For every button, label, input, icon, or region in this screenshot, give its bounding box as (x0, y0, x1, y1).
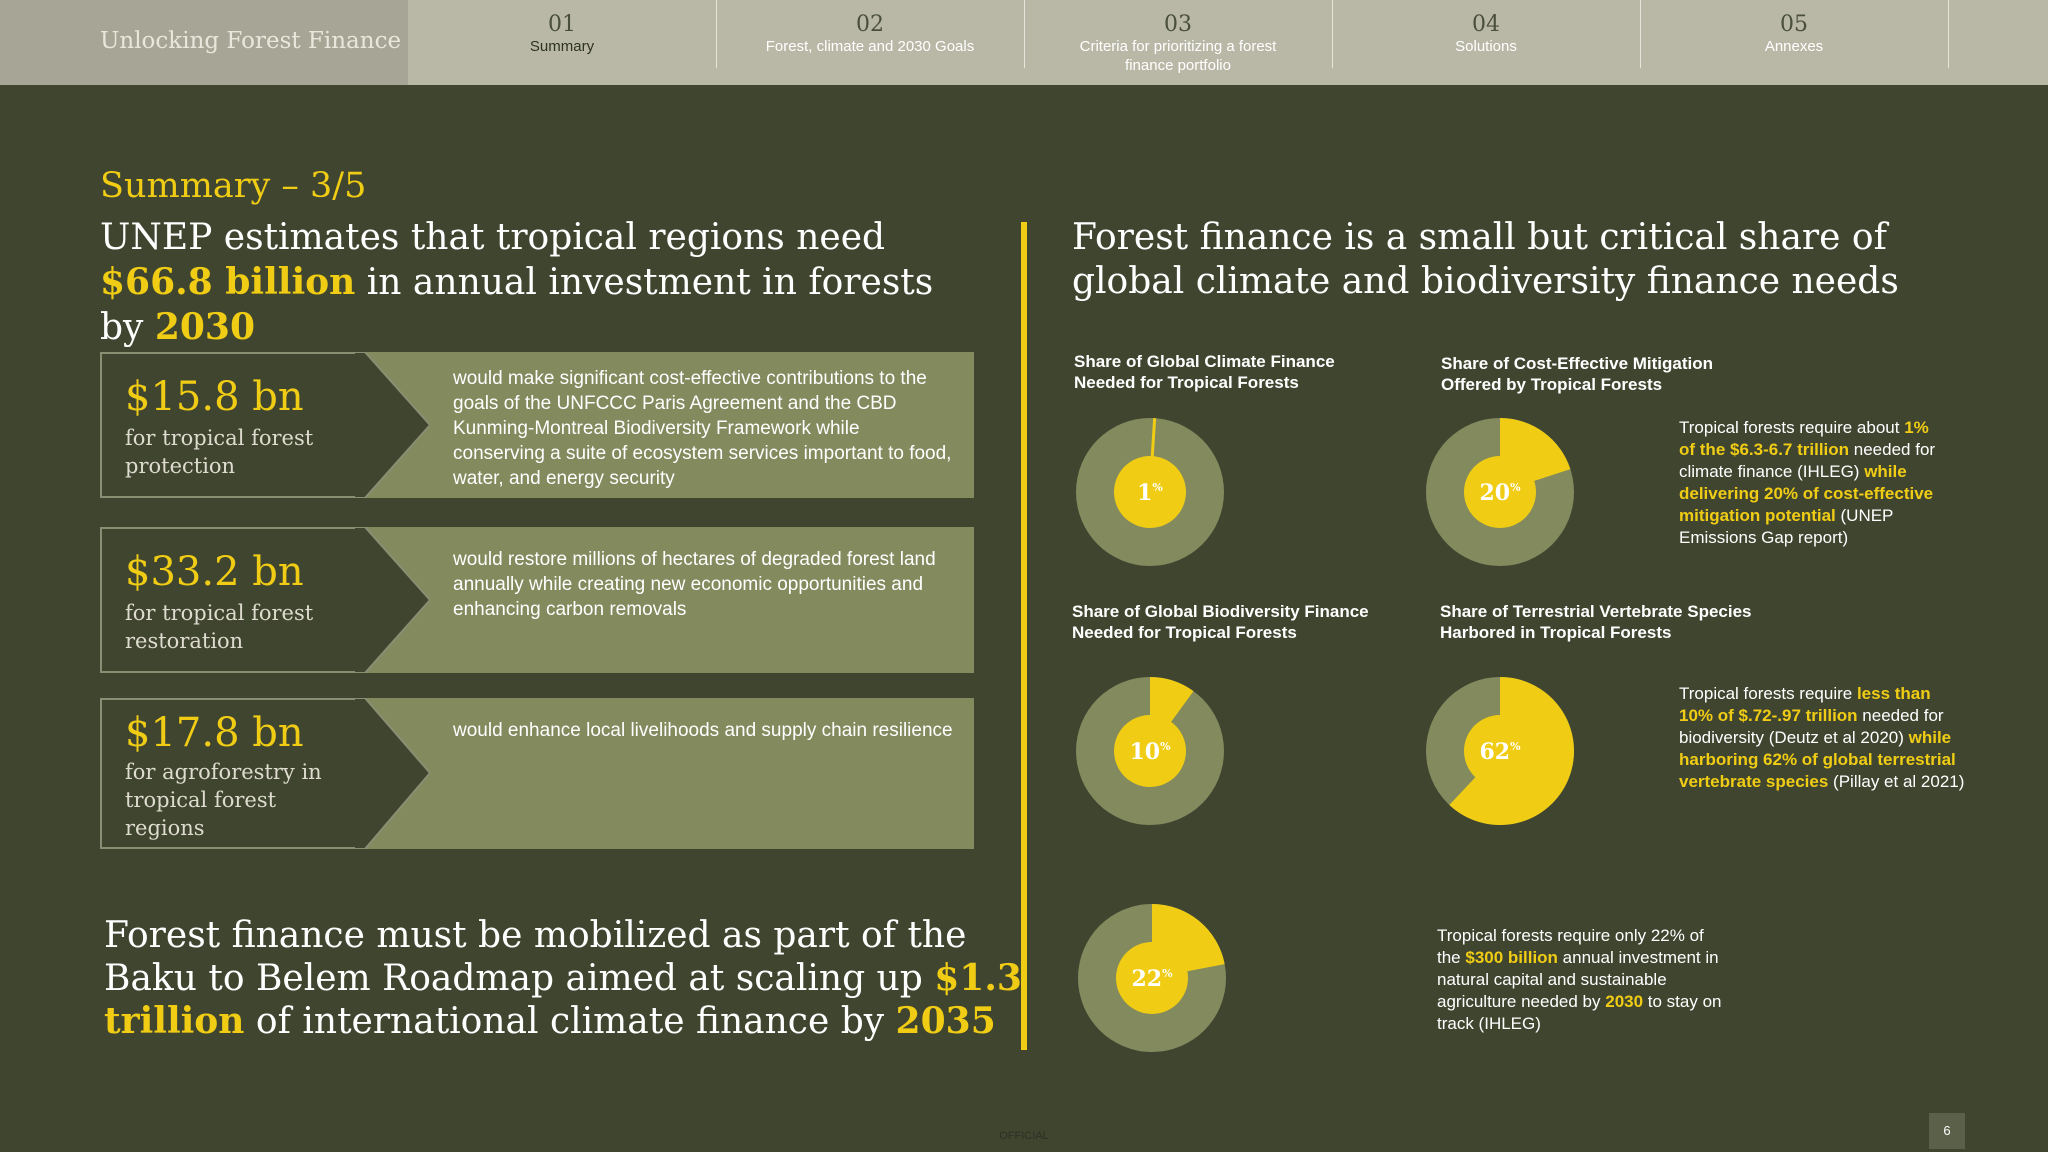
box-subtitle: for agroforestry in tropical forest regions (125, 760, 322, 840)
tab-forest-climate[interactable] (716, 0, 1024, 85)
donut-title: Share of Global Climate Finance Needed for Tropical Forests (1074, 352, 1335, 392)
tab-label: Forest, climate and 2030 Goals (765, 38, 975, 55)
note-highlight: while harboring 62% of global terrestrial vertebrate species (1679, 728, 1956, 791)
note-highlight: $300 billion (1465, 948, 1558, 967)
note-highlight: 2030 (1605, 992, 1644, 1011)
heading-text: in annual investment in forests by (100, 262, 934, 348)
left-heading (100, 216, 980, 350)
chevron-arrow-icon (355, 698, 430, 849)
note-text: to stay on track (IHLEG) (1437, 992, 1722, 1033)
box-description: would enhance local livelihoods and supply chain resilience (453, 720, 953, 741)
tab-label: Criteria for prioritizing a forest finance portfolio (1079, 38, 1277, 74)
note-highlight: while delivering 20% of cost-effective mitigation potential (1679, 462, 1934, 525)
chevron-arrow-icon (355, 352, 430, 498)
donut-chart-climate-finance (1074, 416, 1226, 568)
tab-number: 05 (1780, 12, 1808, 37)
note-text: (UNEP Emissions Gap report) (1679, 506, 1894, 547)
note-text: Tropical forests require (1679, 684, 1857, 703)
donut-value-label: 20% (1479, 480, 1521, 506)
heading-highlight: 2035 (895, 1000, 996, 1042)
donut-chart-biodiversity-finance (1074, 675, 1226, 827)
tab-annexes[interactable] (1640, 0, 1948, 85)
investment-box-restoration (100, 527, 974, 673)
right-heading: Forest finance is a small but critical share of global climate and biodiversity finance needs (1072, 217, 1899, 302)
brand-title: Unlocking Forest Finance (100, 28, 402, 54)
donut-title: Share of Terrestrial Vertebrate Species Harbored in Tropical Forests (1440, 602, 1752, 642)
donut-value-label: 10% (1129, 739, 1171, 765)
box-amount: $17.8 bn (125, 710, 304, 756)
donut-chart-natural-capital (1076, 902, 1228, 1054)
tab-label: Annexes (1764, 38, 1824, 55)
tab-summary[interactable] (408, 0, 716, 85)
donut-title: Share of Global Biodiversity Finance Needed for Tropical Forests (1072, 602, 1369, 642)
tab-criteria[interactable] (1024, 0, 1332, 85)
page-number: 6 (1929, 1113, 1965, 1149)
note-text: needed for biodiversity (Deutz et al 2020) (1679, 706, 1944, 747)
heading-text: of international climate finance by (244, 1001, 896, 1042)
heading-highlight: $66.8 billion (100, 261, 356, 303)
note-text: (Pillay et al 2021) (1828, 772, 1965, 791)
donut-value-label: 1% (1137, 480, 1163, 506)
donut-chart-vertebrate-species (1424, 675, 1576, 827)
investment-box-protection (100, 352, 974, 498)
classification-label: OFFICIAL (999, 1130, 1049, 1142)
note-text: Tropical forests require only 22% of the (1437, 926, 1704, 967)
heading-text: UNEP estimates that tropical regions need (100, 217, 886, 258)
note-natural-capital (1437, 925, 1727, 1035)
box-amount: $15.8 bn (125, 374, 304, 420)
heading-highlight: $1.3 trillion (104, 957, 1022, 1042)
note-highlight: less than 10% of $.72-.97 trillion (1679, 684, 1931, 725)
box-amount: $33.2 bn (125, 549, 304, 595)
tab-label: Summary (529, 38, 595, 55)
brand-area[interactable] (0, 0, 408, 85)
note-text: needed for climate finance (IHLEG) (1679, 440, 1936, 481)
tab-number: 04 (1472, 12, 1500, 37)
note-highlight: 1% of the $6.3-6.7 trillion (1679, 418, 1929, 459)
tab-number: 03 (1164, 12, 1192, 37)
tab-number: 02 (856, 12, 884, 37)
note-climate (1679, 417, 1949, 549)
note-biodiversity (1679, 683, 1969, 793)
note-text: annual investment in natural capital and sustainable agriculture needed by (1437, 948, 1719, 1011)
bottom-heading (104, 914, 1024, 1043)
box-description: would restore millions of hectares of degraded forest land annually while creating new economic opportunities and enhancing carbon removals (453, 549, 936, 620)
nav-divider (1948, 0, 1949, 68)
tab-solutions[interactable] (1332, 0, 1640, 85)
box-subtitle: for tropical forest protection (125, 426, 314, 478)
heading-highlight: 2030 (154, 306, 256, 348)
donut-value-label: 62% (1479, 739, 1521, 765)
box-description: would make significant cost-effective contributions to the goals of the UNFCCC Paris Agreement and the CBD Kunming-Montreal Biodiversity Framework while conserving a suite of ecosystem services important to food, water, and energy security (453, 368, 952, 489)
heading-text: Forest finance must be mobilized as part of the Baku to Belem Roadmap aimed at scaling up (104, 915, 967, 999)
donut-title: Share of Cost-Effective Mitigation Offered by Tropical Forests (1441, 354, 1714, 394)
box-subtitle: for tropical forest restoration (125, 601, 314, 653)
tab-number: 01 (548, 12, 576, 37)
note-text: Tropical forests require about (1679, 418, 1905, 437)
chevron-arrow-icon (355, 527, 430, 673)
investment-box-agroforestry (100, 698, 974, 849)
top-navigation (0, 0, 2048, 85)
donut-chart-mitigation (1424, 416, 1576, 568)
donut-value-label: 22% (1131, 966, 1173, 992)
tab-label: Solutions (1455, 38, 1517, 55)
section-label: Summary – 3/5 (100, 166, 367, 206)
